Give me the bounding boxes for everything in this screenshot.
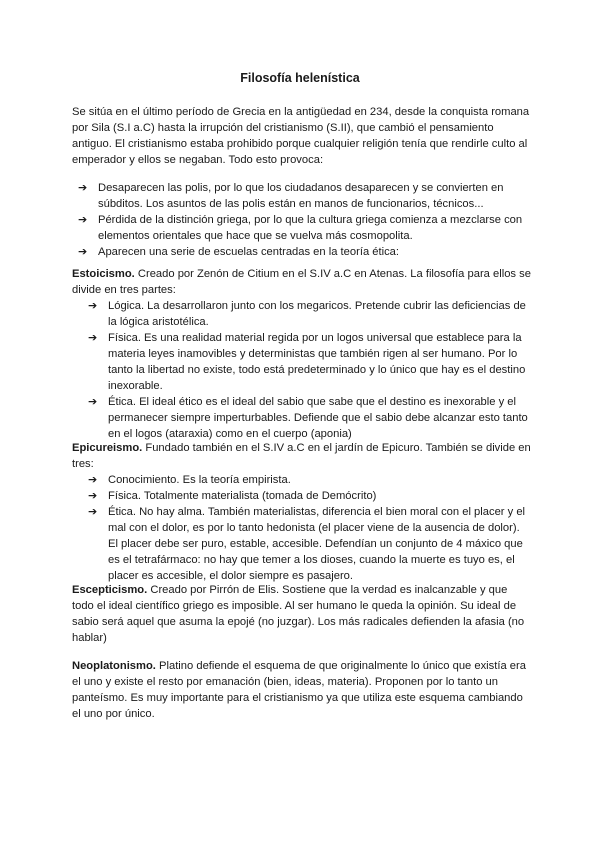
arrow-icon: ➔ bbox=[88, 474, 98, 486]
neoplatonismo-section bbox=[72, 658, 532, 722]
neoplatonismo-paragraph: Neoplatonismo. Platino defiende el esquema de que originalmente lo único que existía era el uno y existe el resto por emanación (bien, ideas, materia). Proponen por lo tanto un panteísmo. Es muy importante para el cristianismo ya que utiliza este esquema cambiando el uno por único. bbox=[72, 660, 526, 720]
list-item: ➔ Lógica. La desarrollaron junto con los megaricos. Pretende cubrir las deficiencias de la lógica aristotélica. bbox=[88, 300, 526, 328]
epicureismo-list bbox=[72, 472, 532, 584]
escepticismo-heading: Escepticismo. bbox=[72, 584, 148, 596]
consequences-list bbox=[72, 180, 532, 260]
arrow-icon: ➔ bbox=[78, 246, 88, 258]
estoicismo-section bbox=[72, 266, 532, 442]
list-item: ➔ Desaparecen las polis, por lo que los ciudadanos desaparecen y se convierten en súbditos. Los asuntos de las polis están en manos de funcionarios, técnicos... bbox=[78, 182, 504, 210]
arrow-icon: ➔ bbox=[78, 214, 88, 226]
arrow-icon: ➔ bbox=[88, 396, 98, 408]
neoplatonismo-heading: Neoplatonismo. bbox=[72, 660, 156, 672]
list-item: ➔ Física. Es una realidad material regida por un logos universal que establece para la materia leyes inamovibles y deterministas que también rigen al ser humano. Por lo tanto la libertad no existe, todo está predeterminado y lo único que hay es el destino inexorable. bbox=[88, 332, 526, 392]
list-item: ➔ Ética. El ideal ético es el ideal del sabio que sabe que el destino es inexorable y el permanecer siempre imperturbables. Defiende que el sabio debe alcanzar esto tanto en el logos (ataraxia) como en el cuerpo (aponia) bbox=[88, 396, 528, 440]
escepticismo-paragraph: Escepticismo. Creado por Pirrón de Elis. Sostiene que la verdad es inalcanzable y que todo el ideal científico griego es imposible. Al ser humano le queda la opinión. Su ideal de sabio será aquel que asuma la epojé (no juzgar). Los más radicales defienden la afasia (no hablar) bbox=[72, 584, 525, 644]
list-item: ➔ Pérdida de la distinción griega, por lo que la cultura griega comienza a mezclarse con elementos orientales que hace que se vuelva más cosmopolita. bbox=[78, 214, 523, 242]
arrow-icon: ➔ bbox=[88, 506, 98, 518]
consequences-list-section bbox=[72, 180, 532, 260]
epicureismo-heading: Epicureismo. bbox=[72, 442, 143, 454]
epicureismo-paragraph: Epicureismo. Fundado también en el S.IV a.C en el jardín de Epicuro. También se divide en tres: bbox=[72, 442, 531, 470]
list-item: ➔ Aparecen una serie de escuelas centradas en la teoría ética: bbox=[78, 246, 400, 258]
arrow-icon: ➔ bbox=[88, 300, 98, 312]
list-item: ➔ Física. Totalmente materialista (tomada de Demócrito) bbox=[88, 490, 377, 502]
arrow-icon: ➔ bbox=[88, 332, 98, 344]
intro-section bbox=[72, 104, 532, 168]
list-item: ➔ Ética. No hay alma. También materialistas, diferencia el bien moral con el placer y el mal con el dolor, es por lo tanto hedonista (el placer viene de la ausencia de dolor). El placer debe ser puro, estable, accesible. Defendían un conjunto de 4 máxico que es el tetrafármaco: no hay que temer a los dioses, cuando la muerte es tuyo es, el placer es accesible, el dolor siempre es pasajero. bbox=[88, 506, 526, 582]
list-item: ➔ Conocimiento. Es la teoría empirista. bbox=[88, 474, 291, 486]
epicureismo-section bbox=[72, 440, 532, 584]
intro-paragraph: Se sitúa en el último período de Grecia en la antigüedad en 234, desde la conquista romana por Sila (S.I a.C) hasta la irrupción del cristianismo (S.II), que cambió el pensamiento antiguo. El cristianismo estaba prohibido porque cualquier religión tenía que rendirle culto al emperador y ellos se negaban. Todo esto provoca: bbox=[72, 106, 530, 166]
estoicismo-paragraph: Estoicismo. Creado por Zenón de Citium en el S.IV a.C en Atenas. La filosofía para ellos se divide en tres partes: bbox=[72, 268, 531, 296]
estoicismo-list bbox=[72, 298, 532, 442]
arrow-icon: ➔ bbox=[78, 182, 88, 194]
escepticismo-section bbox=[72, 582, 532, 646]
page-title: Filosofía helenística bbox=[240, 71, 360, 85]
arrow-icon: ➔ bbox=[88, 490, 98, 502]
estoicismo-heading: Estoicismo. bbox=[72, 268, 135, 280]
